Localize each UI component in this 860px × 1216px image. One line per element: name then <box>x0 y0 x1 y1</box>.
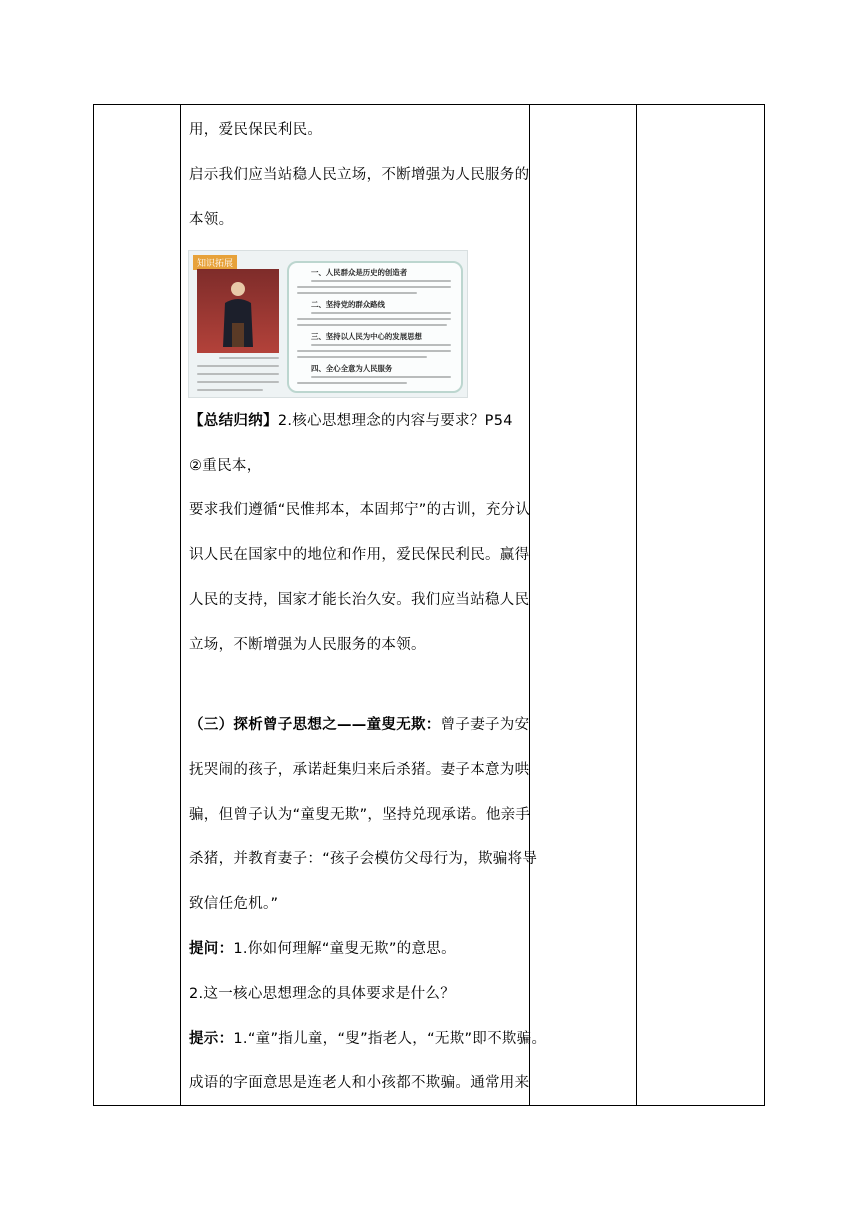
text-line: 2.这一核心思想理念的具体要求是什么？ <box>189 986 456 1002</box>
figure-heading: 三、坚持以人民为中心的发展思想 <box>311 332 422 341</box>
text-line: 致信任危机。” <box>189 896 279 912</box>
text-line: 杀猪，并教育妻子：“孩子会模仿父母行为，欺骗将导 <box>189 851 538 867</box>
section-heading: （三）探析曾子思想之——童叟无欺： <box>189 717 441 733</box>
text-line: 人民的支持，国家才能长治久安。我们应当站稳人民 <box>189 592 530 608</box>
figure-heading: 四、全心全意为人民服务 <box>311 364 393 373</box>
knowledge-textbox <box>287 261 463 393</box>
text-line: 抚哭闹的孩子，承诺赶集归来后杀猪。妻子本意为哄 <box>189 762 530 778</box>
hint-label: 提示： <box>189 1031 234 1047</box>
summary-text: 2.核心思想理念的内容与要求？P54 <box>277 413 513 429</box>
lesson-table <box>93 104 765 1106</box>
text-line <box>189 939 456 959</box>
speaker-photo <box>197 269 279 353</box>
text-line: 识人民在国家中的地位和作用，爱民保民利民。赢得 <box>189 547 530 563</box>
column-student-activity <box>530 105 637 1106</box>
figure-heading: 一、人民群众是历史的创造者 <box>311 268 408 277</box>
text-line: ②重民本， <box>189 458 262 474</box>
figure-heading: 二、坚持党的群众路线 <box>311 300 385 309</box>
question-text: 1.你如何理解“童叟无欺”的意思。 <box>233 941 456 957</box>
summary-label: 【总结归纳】 <box>189 413 278 429</box>
text-line <box>189 411 513 431</box>
text-line: 骗，但曾子认为“童叟无欺”，坚持兑现承诺。他亲手 <box>189 807 531 823</box>
knowledge-extension-figure <box>188 250 468 398</box>
text-line: 成语的字面意思是连老人和小孩都不欺骗。通常用来 <box>189 1075 530 1091</box>
column-design-intent <box>637 105 765 1106</box>
question-label: 提问： <box>189 941 234 957</box>
text-line: 立场，不断增强为人民服务的本领。 <box>189 637 426 653</box>
speaker-icon <box>219 277 257 347</box>
text-line: 用，爱民保民利民。 <box>189 122 323 138</box>
column-left <box>94 105 181 1106</box>
figure-tag: 知识拓展 <box>193 255 237 270</box>
text-line: 本领。 <box>189 212 234 228</box>
hint-text: 1.“童”指儿童，“叟”指老人，“无欺”即不欺骗。 <box>233 1031 547 1047</box>
text-line: 要求我们遵循“民惟邦本，本固邦宁”的古训，充分认 <box>189 502 531 518</box>
text-line <box>189 1029 546 1049</box>
text-line: 启示我们应当站稳人民立场，不断增强为人民服务的 <box>189 167 530 183</box>
section-text: 曾子妻子为安 <box>440 717 530 733</box>
text-line <box>189 715 529 735</box>
column-content <box>181 105 547 1106</box>
